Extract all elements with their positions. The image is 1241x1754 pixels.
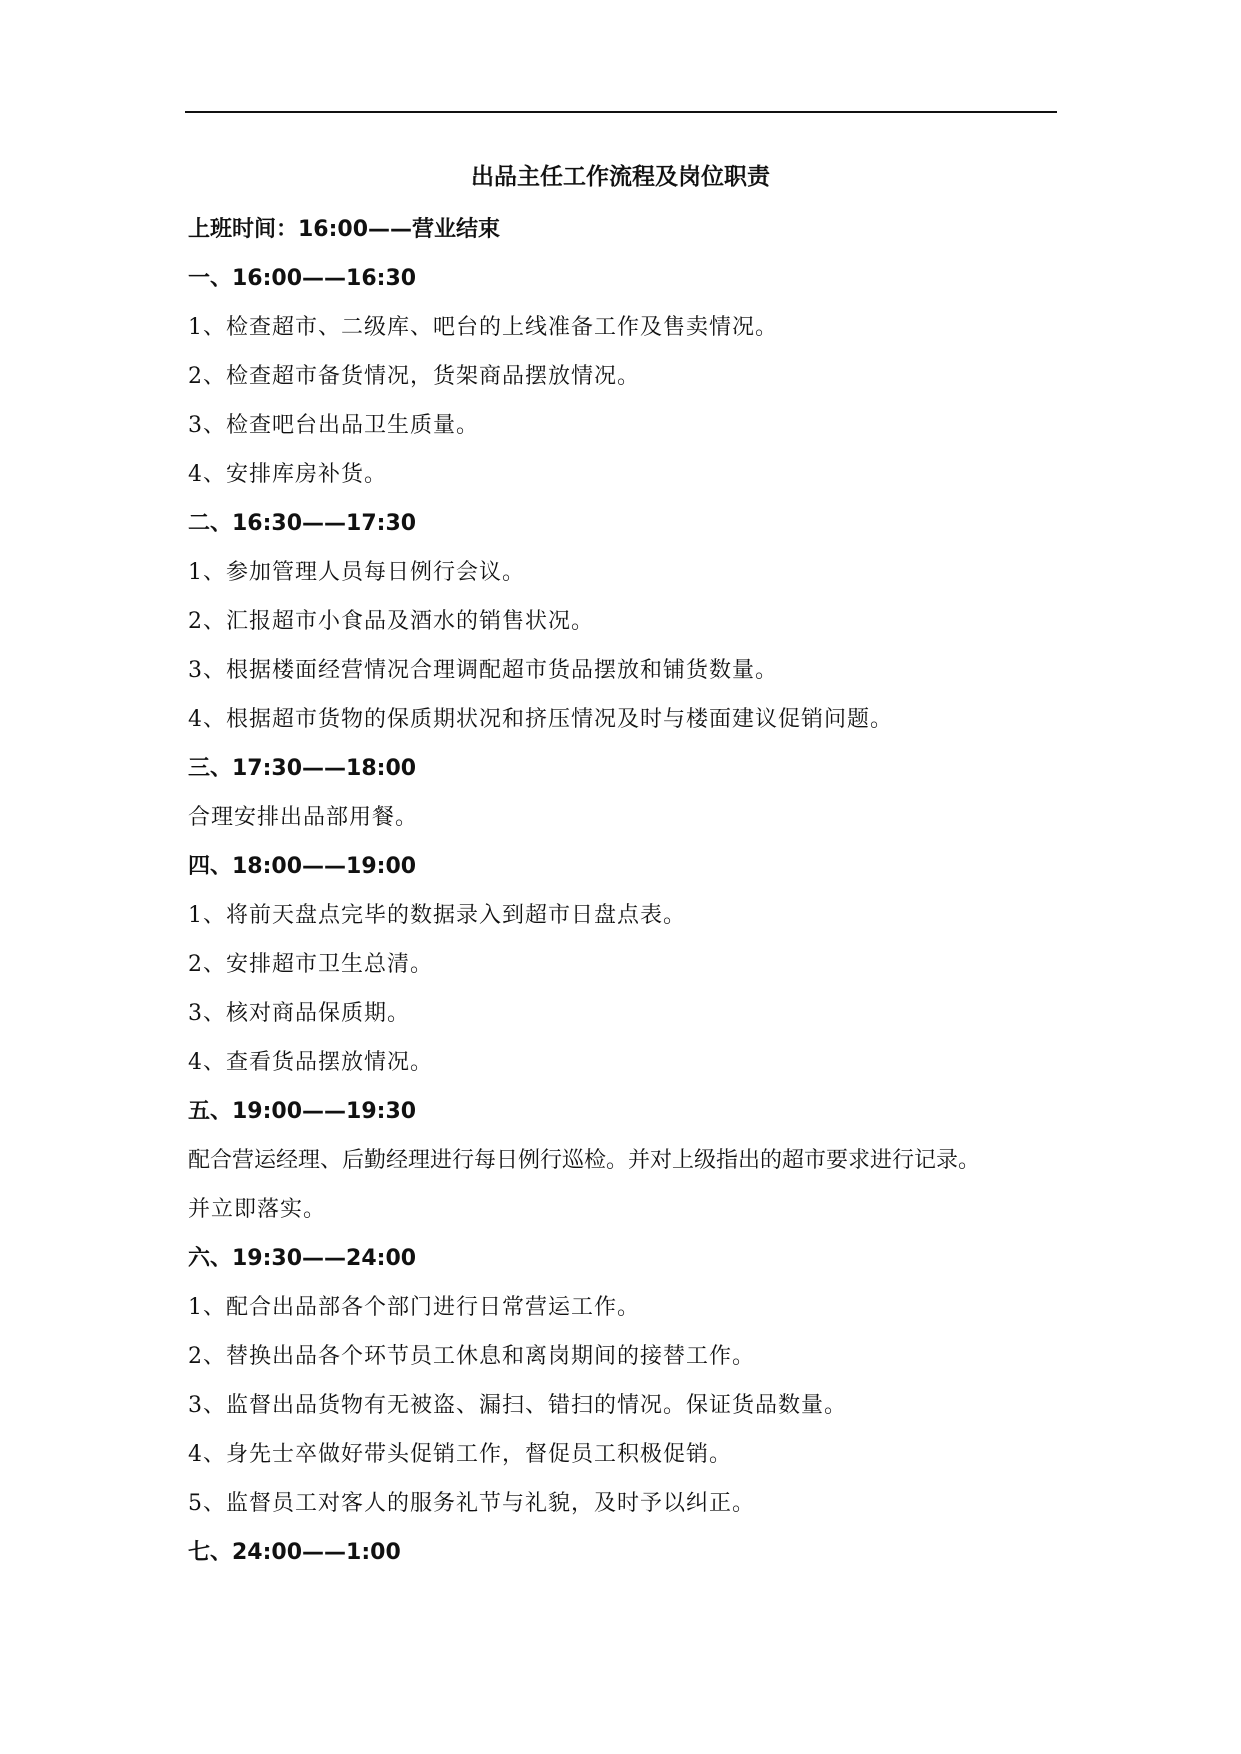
body-line: 4、查看货品摆放情况。 [188, 1050, 433, 1075]
body-line: 配合营运经理、后勤经理进行每日例行巡检。并对上级指出的超市要求进行记录。 [188, 1148, 981, 1173]
section-heading: 一、16:00——16:30 [188, 266, 417, 291]
section-heading: 四、18:00——19:00 [188, 854, 417, 879]
body-line: 4、身先士卒做好带头促销工作，督促员工积极促销。 [188, 1442, 732, 1467]
body-line: 4、根据超市货物的保质期状况和挤压情况及时与楼面建议促销问题。 [188, 707, 893, 732]
body-line: 3、根据楼面经营情况合理调配超市货品摆放和铺货数量。 [188, 658, 778, 683]
body-line: 3、检查吧台出品卫生质量。 [188, 413, 479, 438]
body-line: 1、检查超市、二级库、吧台的上线准备工作及售卖情况。 [188, 315, 778, 340]
body-line: 4、安排库房补货。 [188, 462, 387, 487]
body-line: 2、汇报超市小食品及酒水的销售状况。 [188, 609, 594, 634]
body-line: 1、参加管理人员每日例行会议。 [188, 560, 525, 585]
section-heading: 七、24:00——1:00 [188, 1540, 401, 1565]
body-line: 5、监督员工对客人的服务礼节与礼貌，及时予以纠正。 [188, 1491, 755, 1516]
body-line: 3、监督出品货物有无被盗、漏扫、错扫的情况。保证货品数量。 [188, 1393, 847, 1418]
body-line: 3、核对商品保质期。 [188, 1001, 410, 1026]
document-title: 出品主任工作流程及岗位职责 [471, 164, 770, 190]
section-heading: 二、16:30——17:30 [188, 511, 417, 536]
section-heading: 六、19:30——24:00 [188, 1246, 417, 1271]
section-heading: 上班时间：16:00——营业结束 [188, 217, 501, 242]
body-line: 2、安排超市卫生总清。 [188, 952, 433, 977]
body-line: 1、将前天盘点完毕的数据录入到超市日盘点表。 [188, 903, 686, 928]
document-body [188, 205, 1068, 1577]
body-line: 并立即落实。 [188, 1197, 327, 1222]
section-heading: 五、19:00——19:30 [188, 1099, 417, 1124]
body-line: 合理安排出品部用餐。 [188, 805, 419, 830]
header-rule [185, 111, 1057, 113]
body-line: 2、替换出品各个环节员工休息和离岗期间的接替工作。 [188, 1344, 755, 1369]
body-line: 1、配合出品部各个部门进行日常营运工作。 [188, 1295, 640, 1320]
body-line: 2、检查超市备货情况，货架商品摆放情况。 [188, 364, 640, 389]
section-heading: 三、17:30——18:00 [188, 756, 417, 781]
